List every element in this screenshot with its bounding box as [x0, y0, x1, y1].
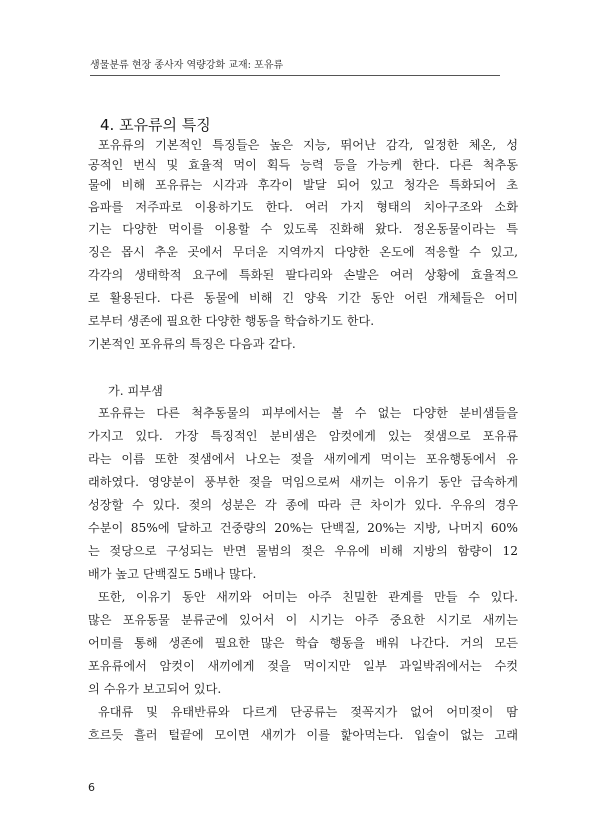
- paragraph-line: 로부터 생존에 필요한 다양한 행동을 학습하기도 한다.: [88, 314, 375, 328]
- paragraph-line: 공적인 번식 및 효율적 먹이 획득 능력 등을 가능케 한다. 다른 척추동: [88, 158, 518, 172]
- paragraph-line: 징은 몹시 추운 곳에서 무더운 지역까지 다양한 온도에 적응할 수 있고,: [88, 245, 518, 259]
- paragraph-line: 배가 높고 단백질도 5배나 많다.: [88, 567, 257, 581]
- paragraph-line: 물에 비해 포유류는 시각과 후각이 발달 되어 있고 청각은 특화되어 초: [88, 178, 518, 192]
- paragraph-line: 많은 포유동물 분류군에 있어서 이 시기는 아주 중요한 시기로 새끼는: [88, 613, 518, 627]
- paragraph-line: 유대류 및 유태반류와 다르게 단공류는 젖꼭지가 없어 어미젖이 땀: [98, 705, 518, 719]
- paragraph-line: 포유류는 다른 척추동물의 피부에서는 볼 수 없는 다양한 분비샘들을: [98, 406, 518, 420]
- paragraph-line: 는 젖당으로 구성되는 반면 물범의 젖은 우유에 비해 지방의 함량이 12: [88, 544, 518, 558]
- paragraph-line: 래하였다. 영양분이 풍부한 젖을 먹임으로써 새끼는 이유기 동안 급속하게: [88, 475, 518, 489]
- paragraph-line: 포유류의 기본적인 특징들은 높은 지능, 뛰어난 감각, 일정한 체온, 성: [98, 138, 518, 152]
- intro-line: 기본적인 포유류의 특징은 다음과 같다.: [88, 337, 296, 351]
- paragraph-line: 각각의 생태학적 요구에 특화된 팔다리와 손발은 여러 상황에 효율적으: [88, 268, 518, 282]
- paragraph-line: 성장할 수 있다. 젖의 성분은 각 종에 따라 큰 차이가 있다. 우유의 경우: [88, 498, 518, 512]
- paragraph-line: 의 수유가 보고되어 있다.: [88, 682, 222, 696]
- paragraph-line: 포유류에서 암컷이 새끼에게 젖을 먹이지만 일부 과일박쥐에서는 수컷: [88, 659, 518, 673]
- subsection-title: 가. 피부샘: [108, 384, 163, 398]
- page-number: 6: [88, 781, 95, 794]
- paragraph-line: 로 활용된다. 다른 동물에 비해 긴 양육 기간 동안 어린 개체들은 어미: [88, 291, 518, 305]
- paragraph-line: 라는 이름 또한 젖샘에서 나오는 젖을 새끼에게 먹이는 포유행동에서 유: [88, 452, 518, 466]
- paragraph-line: 어미를 통해 생존에 필요한 많은 학습 행동을 배워 나간다. 거의 모든: [88, 636, 518, 650]
- paragraph-line: 흐르듯 흘러 털끝에 모이면 새끼가 이를 핥아먹는다. 입술이 없는 고래: [88, 728, 518, 742]
- paragraph-line: 기는 다양한 먹이를 이용할 수 있도록 진화해 왔다. 정온동물이라는 특: [88, 222, 518, 236]
- running-header: [90, 55, 500, 76]
- paragraph-line: 음파를 저주파로 이용하기도 한다. 여러 가지 형태의 치아구조와 소화: [88, 200, 518, 214]
- paragraph-line: 가지고 있다. 가장 특징적인 분비샘은 암컷에게 있는 젖샘으로 포유류: [88, 429, 518, 443]
- paragraph-line: 수분이 85%에 달하고 건중량의 20%는 단백질, 20%는 지방, 나머지 60%: [88, 521, 518, 535]
- paragraph-line: 또한, 이유기 동안 새끼와 어미는 아주 친밀한 관계를 만들 수 있다.: [98, 590, 518, 604]
- running-header-title: 생물분류 현장 종사자 역량강화 교재: 포유류: [90, 60, 284, 71]
- section-title: 4. 포유류의 특징: [100, 116, 211, 134]
